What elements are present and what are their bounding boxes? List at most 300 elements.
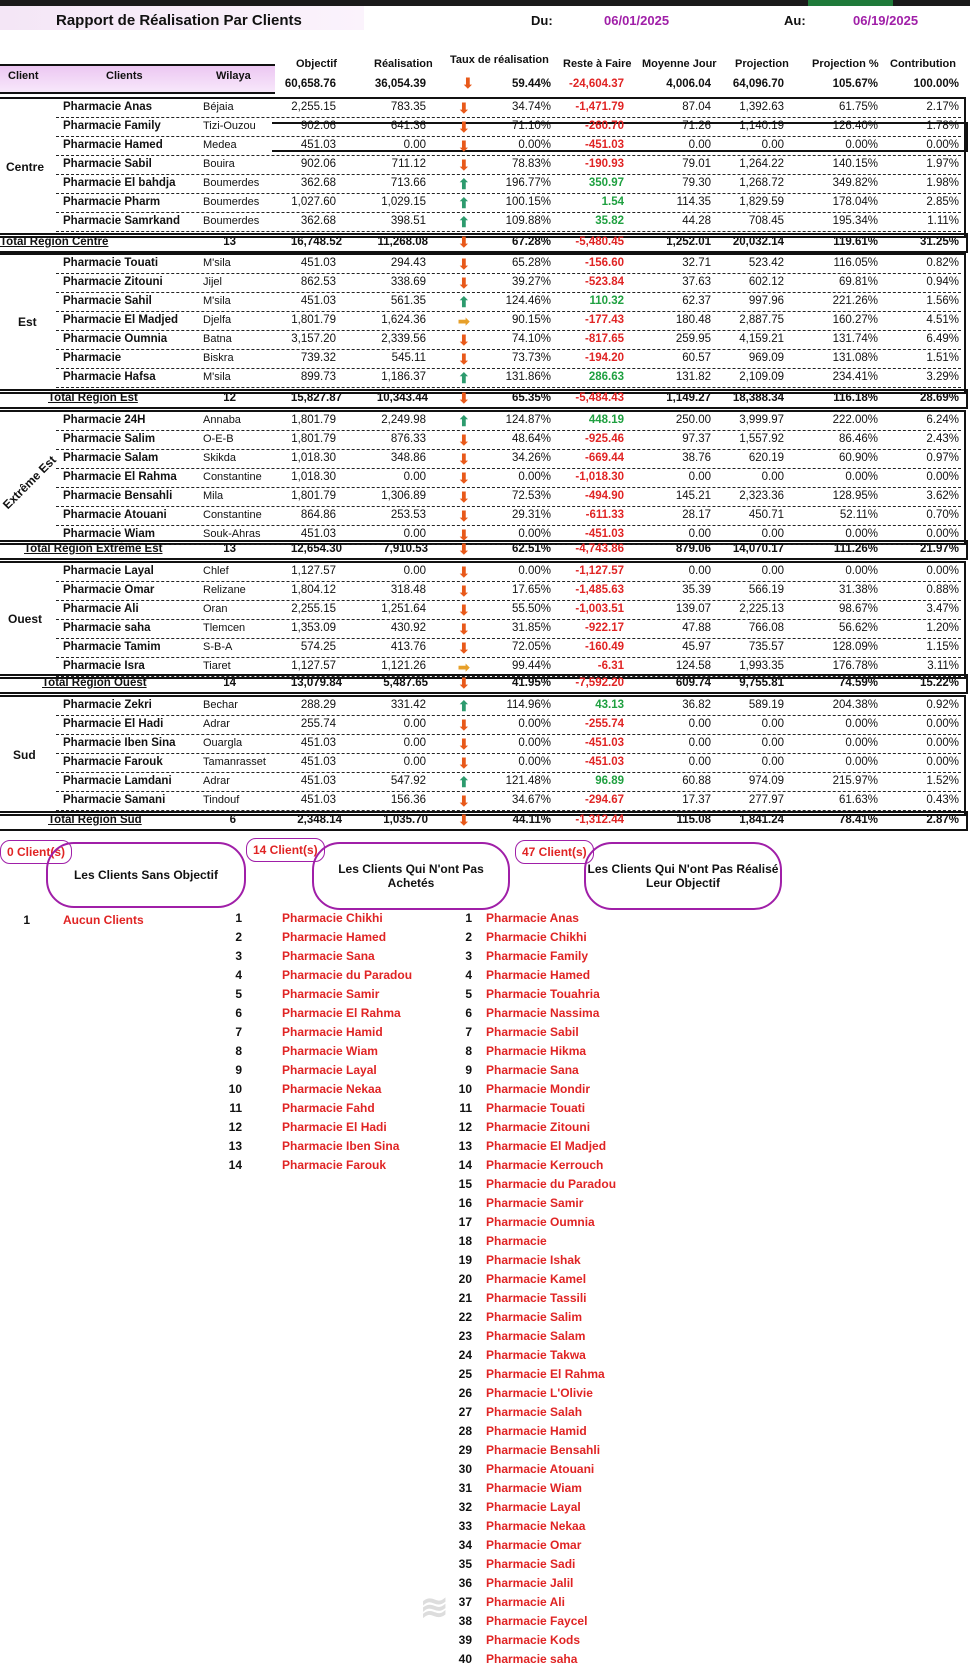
projection: 1,829.59 — [739, 196, 784, 208]
taux: 131.86% — [505, 371, 551, 383]
projection-pct: 349.82% — [832, 177, 878, 189]
moyenne-jour: 124.58 — [675, 660, 711, 672]
list-number: 21 — [458, 1291, 472, 1305]
total-reste: -5,484.43 — [575, 392, 624, 404]
total-label: Total Région Est — [48, 392, 138, 404]
taux: 124.87% — [505, 414, 551, 426]
list-client-name: Pharmacie Layal — [486, 1500, 581, 1514]
list-client-name: Pharmacie Zitouni — [486, 1120, 591, 1134]
moyenne-jour: 79.01 — [682, 158, 711, 170]
contribution: 0.00% — [926, 737, 959, 749]
list-client-name: Pharmacie Fahd — [282, 1101, 375, 1115]
total-objectif: 16,748.52 — [290, 236, 342, 248]
realisation: 545.11 — [391, 352, 426, 364]
wilaya: Tamanrasset — [203, 756, 266, 768]
list-client-name: Pharmacie Touahria — [486, 987, 600, 1001]
moyenne-jour: 87.04 — [682, 101, 711, 113]
list-client-name: Pharmacie Omar — [486, 1538, 582, 1552]
trend-down-icon: ⬇ — [458, 432, 470, 448]
total-projection: 14,070.17 — [732, 543, 784, 555]
list-item — [0, 1120, 970, 1138]
moyenne-jour: 139.07 — [675, 603, 711, 615]
contribution: 6.49% — [926, 333, 959, 345]
total-contribution: 31.25% — [919, 236, 959, 248]
total-realisation: 1,035.70 — [383, 814, 428, 826]
client-name: Pharmacie Omar — [63, 584, 155, 596]
wilaya: Tindouf — [203, 794, 240, 806]
trend-down-icon: ⬇ — [458, 541, 470, 557]
list-client-name: Pharmacie Samir — [282, 987, 380, 1001]
client-name: Pharmacie Samani — [63, 794, 166, 806]
taux: 74.10% — [511, 333, 551, 345]
wilaya: Batna — [203, 333, 232, 345]
summary-title-pas_realise: Les Clients Qui N'ont Pas Réalisé Leur Objectif — [584, 842, 782, 910]
projection: 1,140.19 — [739, 120, 784, 132]
moyenne-jour: 0.00 — [688, 565, 711, 577]
list-item — [0, 1291, 970, 1309]
reste-a-faire: -260.70 — [584, 120, 624, 132]
wilaya: M'sila — [203, 295, 231, 307]
reste-a-faire: -255.74 — [584, 718, 624, 730]
list-client-name: Pharmacie Hamed — [282, 930, 387, 944]
objectif: 1,801.79 — [291, 490, 336, 502]
reste-a-faire: -1,003.51 — [575, 603, 624, 615]
list-number: 14 — [458, 1158, 472, 1172]
total-moyenne: 609.74 — [675, 677, 711, 689]
list-client-name: Pharmacie Salim — [486, 1310, 583, 1324]
trend-down-icon: ⬇ — [458, 275, 470, 291]
contribution: 1.51% — [926, 352, 959, 364]
contribution: 0.00% — [926, 528, 959, 540]
reste-a-faire: 43.13 — [595, 699, 624, 711]
list-item — [0, 1329, 970, 1347]
wilaya: Béjaia — [203, 101, 234, 113]
moyenne-jour: 47.88 — [682, 622, 711, 634]
wilaya: Biskra — [203, 352, 234, 364]
realisation: 641.36 — [390, 120, 426, 132]
realisation: 2,249.98 — [381, 414, 426, 426]
total-label: Total Région Ouest — [42, 677, 147, 689]
list-number: 25 — [458, 1367, 472, 1381]
trend-down-icon: ⬇ — [458, 793, 470, 809]
summary-title-pas_achetes: Les Clients Qui N'ont Pas Achetés — [312, 842, 510, 910]
reste-a-faire: 350.97 — [588, 177, 624, 189]
trend-down-icon: ⬇ — [458, 621, 470, 637]
taux: 109.88% — [505, 215, 551, 227]
list-client-name: Aucun Clients — [63, 913, 144, 927]
client-name: Pharmacie Bensahli — [63, 490, 173, 502]
trend-down-icon: ⬇ — [458, 119, 470, 135]
realisation: 338.69 — [390, 276, 426, 288]
summary-count-sans_objectif: 0 Client(s) — [0, 840, 72, 864]
list-number: 4 — [235, 968, 242, 982]
client-name: Pharmacie Layal — [63, 565, 154, 577]
moyenne-jour: 0.00 — [688, 718, 711, 730]
table-row — [0, 99, 966, 118]
trend-down-icon: ⬇ — [458, 332, 470, 348]
reste-a-faire: -1,127.57 — [575, 565, 624, 577]
total-projection: 1,841.24 — [739, 814, 784, 826]
reste-a-faire: -451.03 — [584, 139, 624, 151]
list-number: 10 — [228, 1082, 242, 1096]
column-header-contribution: Contribution — [890, 58, 956, 70]
taux: 78.83% — [511, 158, 551, 170]
contribution: 3.47% — [926, 603, 959, 615]
objectif: 1,804.12 — [291, 584, 336, 596]
total-contribution: 15.22% — [919, 677, 959, 689]
table-row — [0, 369, 966, 388]
client-name: Pharmacie El bahdja — [63, 177, 176, 189]
wilaya: Constantine — [203, 509, 262, 521]
wilaya: M'sila — [203, 257, 231, 269]
taux: 72.53% — [511, 490, 551, 502]
trend-up-icon: ⬆ — [458, 195, 470, 211]
projection-pct: 86.46% — [838, 433, 878, 445]
taux: 0.00% — [518, 471, 551, 483]
list-number: 2 — [235, 930, 242, 944]
total-realisation: 7,910.53 — [383, 543, 428, 555]
column-header-projection_pct: Projection % — [812, 58, 879, 70]
trend-up-icon: ⬆ — [458, 698, 470, 714]
list-number: 8 — [465, 1044, 472, 1058]
column-header-projection: Projection — [735, 58, 789, 70]
column-header-reste: Reste à Faire — [563, 58, 632, 70]
list-item — [0, 987, 970, 1005]
objectif: 1,801.79 — [291, 433, 336, 445]
wilaya: Boumerdes — [203, 196, 260, 208]
taux: 65.28% — [511, 257, 551, 269]
objectif: 451.03 — [300, 775, 336, 787]
list-number: 38 — [458, 1614, 472, 1628]
contribution: 1.52% — [926, 775, 959, 787]
objectif: 362.68 — [300, 177, 336, 189]
region-total-row — [0, 235, 966, 251]
objectif: 255.74 — [300, 718, 336, 730]
date-to-value: 06/19/2025 — [853, 13, 919, 28]
taux: 0.00% — [518, 718, 551, 730]
objectif: 288.29 — [300, 699, 336, 711]
list-item — [0, 1196, 970, 1214]
list-number: 19 — [458, 1253, 472, 1267]
table-row — [0, 450, 966, 469]
client-name: Pharmacie Atouani — [63, 509, 167, 521]
list-client-name: Pharmacie du Paradou — [486, 1177, 617, 1191]
table-row — [0, 213, 966, 232]
projection: 0.00 — [761, 565, 784, 577]
moyenne-jour: 0.00 — [688, 528, 711, 540]
objectif: 1,801.79 — [291, 414, 336, 426]
contribution: 0.92% — [926, 699, 959, 711]
wilaya: Boumerdes — [203, 177, 260, 189]
list-item — [0, 1519, 970, 1537]
reste-a-faire: -294.67 — [584, 794, 624, 806]
wilaya: Constantine — [203, 471, 262, 483]
list-number: 26 — [458, 1386, 472, 1400]
table-row — [0, 563, 966, 582]
total-moyenne: 1,149.27 — [666, 392, 711, 404]
projection-pct: 204.38% — [832, 699, 878, 711]
moyenne-jour: 38.76 — [682, 452, 711, 464]
list-client-name: Pharmacie Kods — [486, 1633, 581, 1647]
grand-total-objectif: 60,658.76 — [284, 78, 336, 90]
list-item — [0, 1500, 970, 1518]
trend-down-icon: ⬇ — [458, 157, 470, 173]
realisation: 0.00 — [403, 756, 426, 768]
list-client-name: Pharmacie L'Olivie — [486, 1386, 593, 1400]
taux: 0.00% — [518, 528, 551, 540]
projection: 2,225.13 — [739, 603, 784, 615]
list-client-name: Pharmacie Sana — [486, 1063, 579, 1077]
client-name: Pharmacie Hafsa — [63, 371, 156, 383]
taux: 99.44% — [511, 660, 551, 672]
list-client-name: Pharmacie Ali — [486, 1595, 565, 1609]
contribution: 3.29% — [926, 371, 959, 383]
client-name: Pharmacie saha — [63, 622, 151, 634]
projection: 602.12 — [748, 276, 784, 288]
total-reste: -5,480.45 — [575, 236, 624, 248]
row-underline — [56, 231, 961, 232]
projection: 1,264.22 — [739, 158, 784, 170]
list-number: 30 — [458, 1462, 472, 1476]
taux: 34.26% — [511, 452, 551, 464]
total-contribution: 28.69% — [919, 392, 959, 404]
region-total-row — [0, 813, 966, 829]
table-row — [0, 293, 966, 312]
date-from-label: Du: — [531, 13, 553, 28]
list-client-name: Pharmacie Layal — [282, 1063, 377, 1077]
projection-pct: 0.00% — [845, 139, 878, 151]
projection: 589.19 — [748, 699, 784, 711]
moyenne-jour: 36.82 — [682, 699, 711, 711]
trend-down-icon: ⬇ — [458, 755, 470, 771]
projection-pct: 221.26% — [832, 295, 878, 307]
list-number: 13 — [458, 1139, 472, 1153]
projection: 0.00 — [761, 139, 784, 151]
realisation: 0.00 — [403, 528, 426, 540]
list-client-name: Pharmacie Chikhi — [486, 930, 587, 944]
taux: 31.85% — [511, 622, 551, 634]
client-name: Pharmacie Pharm — [63, 196, 161, 208]
list-item — [0, 1272, 970, 1290]
list-client-name: Pharmacie Hamed — [486, 968, 591, 982]
total-reste: -4,743.86 — [575, 543, 624, 555]
moyenne-jour: 97.37 — [682, 433, 711, 445]
realisation: 294.43 — [390, 257, 426, 269]
list-number: 11 — [459, 1101, 472, 1115]
realisation: 413.76 — [390, 641, 426, 653]
projection-pct: 31.38% — [838, 584, 878, 596]
list-client-name: Pharmacie Nekaa — [486, 1519, 586, 1533]
list-number: 4 — [465, 968, 472, 982]
trend-down-icon: ⬇ — [458, 234, 470, 250]
total-objectif: 15,827.87 — [290, 392, 342, 404]
moyenne-jour: 32.71 — [682, 257, 711, 269]
list-client-name: Pharmacie Hamid — [282, 1025, 383, 1039]
wilaya: O-E-B — [203, 433, 234, 445]
total-projection-pct: 111.26% — [833, 543, 878, 555]
moyenne-jour: 0.00 — [688, 471, 711, 483]
total-taux: 65.35% — [511, 392, 551, 404]
projection: 2,887.75 — [739, 314, 784, 326]
list-number: 34 — [458, 1538, 472, 1552]
list-number: 6 — [235, 1006, 242, 1020]
list-client-name: Pharmacie Hikma — [486, 1044, 587, 1058]
reste-a-faire: -451.03 — [584, 737, 624, 749]
moyenne-jour: 79.30 — [682, 177, 711, 189]
contribution: 0.43% — [926, 794, 959, 806]
taux: 0.00% — [518, 139, 551, 151]
column-header-objectif: Objectif — [296, 58, 337, 70]
client-name: Pharmacie Ali — [63, 603, 139, 615]
list-number: 7 — [465, 1025, 472, 1039]
column-header-moyenne: Moyenne Jour — [642, 58, 717, 70]
column-header-clients: Clients — [106, 70, 143, 82]
realisation: 318.48 — [390, 584, 426, 596]
list-number: 39 — [458, 1633, 472, 1647]
table-row — [0, 194, 966, 213]
region-label: Centre — [6, 160, 45, 174]
list-number: 3 — [235, 949, 242, 963]
list-number: 23 — [458, 1329, 472, 1343]
total-frame — [0, 233, 968, 253]
client-name: Pharmacie Tamim — [63, 641, 161, 653]
trend-down-icon: ⬇ — [458, 470, 470, 486]
list-client-name: Pharmacie Atouani — [486, 1462, 595, 1476]
list-number: 17 — [458, 1215, 472, 1229]
projection: 4,159.21 — [739, 333, 784, 345]
contribution: 0.88% — [926, 584, 959, 596]
table-row — [0, 792, 966, 811]
projection-pct: 128.09% — [832, 641, 878, 653]
taux: 17.65% — [511, 584, 551, 596]
client-name: Pharmacie Family — [63, 120, 161, 132]
client-name: Pharmacie Samrkand — [63, 215, 180, 227]
list-item — [0, 1443, 970, 1461]
total-taux: 41.95% — [511, 677, 551, 689]
taux: 0.00% — [518, 756, 551, 768]
list-number: 9 — [465, 1063, 472, 1077]
list-item — [0, 1215, 970, 1233]
total-projection: 18,388.34 — [732, 392, 784, 404]
taux: 114.96% — [506, 699, 551, 711]
reste-a-faire: -451.03 — [584, 528, 624, 540]
list-client-name: Pharmacie Kamel — [486, 1272, 587, 1286]
realisation: 331.42 — [390, 699, 426, 711]
objectif: 362.68 — [300, 215, 336, 227]
projection: 0.00 — [761, 471, 784, 483]
projection: 450.71 — [748, 509, 784, 521]
objectif: 1,127.57 — [291, 660, 336, 672]
moyenne-jour: 0.00 — [688, 139, 711, 151]
total-reste: -7,592.20 — [575, 677, 624, 689]
table-row — [0, 118, 966, 137]
objectif: 3,157.20 — [291, 333, 336, 345]
trend-down-icon: ⬇ — [458, 564, 470, 580]
moyenne-jour: 0.00 — [688, 737, 711, 749]
table-header — [0, 54, 966, 98]
trend-side-icon: ➡ — [458, 659, 470, 675]
table-row — [0, 507, 966, 526]
list-item — [0, 1348, 970, 1366]
projection-pct: 131.08% — [832, 352, 878, 364]
table-row — [0, 274, 966, 293]
reste-a-faire: 1.54 — [601, 196, 624, 208]
moyenne-jour: 114.35 — [676, 196, 711, 208]
contribution: 0.70% — [926, 509, 959, 521]
objectif: 1,027.60 — [291, 196, 336, 208]
projection-pct: 222.00% — [832, 414, 878, 426]
wilaya: Boumerdes — [203, 215, 260, 227]
client-name: Pharmacie Isra — [63, 660, 145, 672]
list-number: 10 — [458, 1082, 472, 1096]
wilaya: Jijel — [203, 276, 222, 288]
total-projection: 9,755.81 — [739, 677, 784, 689]
wilaya: Annaba — [203, 414, 241, 426]
realisation: 0.00 — [403, 737, 426, 749]
moyenne-jour: 17.37 — [682, 794, 711, 806]
moyenne-jour: 180.48 — [675, 314, 711, 326]
list-number: 37 — [458, 1595, 472, 1609]
projection-pct: 98.67% — [838, 603, 878, 615]
list-client-name: Pharmacie Sadi — [486, 1557, 576, 1571]
moyenne-jour: 37.63 — [682, 276, 711, 288]
grand-total-projection: 64,096.70 — [732, 78, 784, 90]
projection-pct: 160.27% — [832, 314, 878, 326]
table-row — [0, 255, 966, 274]
contribution: 4.51% — [926, 314, 959, 326]
moyenne-jour: 0.00 — [688, 756, 711, 768]
client-name: Pharmacie El Rahma — [63, 471, 177, 483]
reste-a-faire: 96.89 — [595, 775, 624, 787]
total-taux: 44.11% — [512, 814, 551, 826]
list-item — [0, 1481, 970, 1499]
objectif: 1,018.30 — [291, 471, 336, 483]
list-item — [0, 1139, 970, 1157]
summary-count-pas_achetes: 14 Client(s) — [246, 838, 325, 862]
reste-a-faire: -922.17 — [584, 622, 624, 634]
projection-pct: 195.34% — [832, 215, 878, 227]
realisation: 156.36 — [390, 794, 426, 806]
list-client-name: Pharmacie saha — [486, 1652, 578, 1666]
trend-up-icon: ⬆ — [458, 774, 470, 790]
realisation: 1,624.36 — [381, 314, 426, 326]
reste-a-faire: -669.44 — [584, 452, 624, 464]
taux: 124.46% — [505, 295, 551, 307]
list-number: 18 — [458, 1234, 472, 1248]
column-header-wilaya: Wilaya — [216, 70, 251, 82]
list-item — [0, 1557, 970, 1575]
taux: 100.15% — [505, 196, 551, 208]
contribution: 6.24% — [926, 414, 959, 426]
projection-pct: 0.00% — [845, 718, 878, 730]
table-row — [0, 331, 966, 350]
total-projection: 20,032.14 — [732, 236, 784, 248]
list-number: 5 — [235, 987, 242, 1001]
total-objectif: 12,654.30 — [290, 543, 342, 555]
objectif: 2,255.15 — [291, 101, 336, 113]
reste-a-faire: -160.49 — [584, 641, 624, 653]
list-client-name: Pharmacie Mondir — [486, 1082, 591, 1096]
list-client-name: Pharmacie Ishak — [486, 1253, 581, 1267]
total-label: Total Région Centre — [0, 236, 109, 248]
trend-down-icon: ⬇ — [458, 138, 470, 154]
projection: 1,557.92 — [739, 433, 784, 445]
client-name: Pharmacie Salam — [63, 452, 159, 464]
list-client-name: Pharmacie Sabil — [486, 1025, 579, 1039]
top-bar-accent — [808, 0, 893, 6]
projection-pct: 61.63% — [838, 794, 878, 806]
realisation: 0.00 — [403, 718, 426, 730]
